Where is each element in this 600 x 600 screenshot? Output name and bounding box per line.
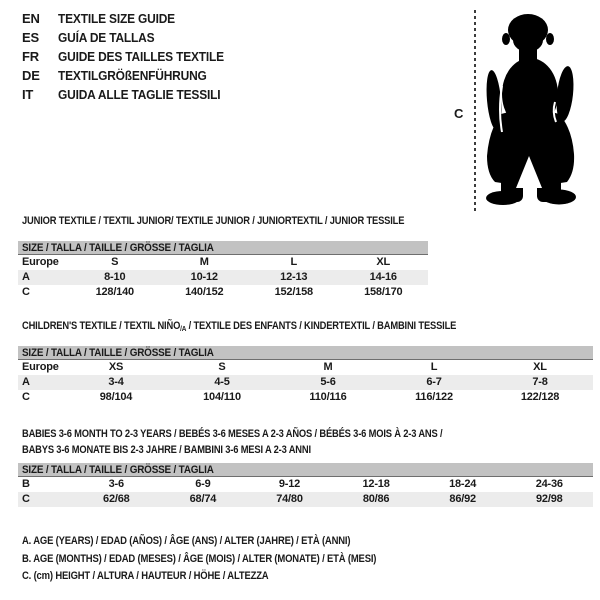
language-title: GUIDA ALLE TAGLIE TESSILI bbox=[58, 87, 221, 102]
size-header-band bbox=[18, 346, 593, 360]
size-cell: 140/152 bbox=[185, 286, 224, 298]
language-row-it bbox=[22, 85, 238, 104]
size-cell: 7-8 bbox=[532, 376, 548, 388]
size-cell: 152/158 bbox=[274, 286, 313, 298]
title-rest: / TEXTILE DES ENFANTS / KINDERTEXTIL / BAMBINI TESSILE bbox=[186, 320, 457, 332]
size-header-band bbox=[18, 241, 428, 255]
row-label-cell: A bbox=[22, 271, 30, 283]
table-title-text: JUNIOR TEXTILE / TEXTIL JUNIOR/ TEXTILE JUNIOR / JUNIORTEXTIL / JUNIOR TESSILE bbox=[22, 215, 405, 227]
size-cell: 6-9 bbox=[195, 478, 211, 490]
table-title-line1: BABIES 3-6 MONTH TO 2-3 YEARS / BEBÉS 3-6 MESES A 2-3 AÑOS / BÉBÉS 3-6 MOIS À 2-3 ANS / bbox=[22, 428, 443, 440]
size-cell: 92/98 bbox=[536, 493, 563, 505]
size-table-junior bbox=[18, 215, 428, 300]
size-header-text: SIZE / TALLA / TAILLE / GRÖSSE / TAGLIA bbox=[22, 464, 214, 476]
footnote-c-text: C. (cm) HEIGHT / ALTURA / HAUTEUR / HÖHE / ALTEZZA bbox=[22, 570, 269, 582]
row-label-cell: C bbox=[22, 493, 30, 505]
footnote-a-text: A. AGE (YEARS) / EDAD (AÑOS) / ÂGE (ANS) / ALTER (JAHRE) / ETÀ (ANNI) bbox=[22, 535, 351, 547]
footnote-b-text: B. AGE (MONTHS) / EDAD (MESES) / ÂGE (MOIS) / ALTER (MONATE) / ETÀ (MESI) bbox=[22, 552, 377, 565]
size-cell: 116/122 bbox=[415, 391, 453, 403]
size-cell: 24-36 bbox=[535, 478, 563, 490]
title-subscript: /A bbox=[180, 324, 187, 333]
table-row-age bbox=[18, 270, 428, 285]
size-cell: 104/110 bbox=[203, 391, 241, 403]
language-row-fr bbox=[22, 47, 238, 66]
table-row-height bbox=[18, 285, 428, 300]
size-cell: 86/92 bbox=[449, 493, 476, 505]
size-cell: M bbox=[199, 256, 209, 268]
size-header-band bbox=[18, 463, 593, 477]
size-cell: 122/128 bbox=[520, 391, 560, 403]
size-cell: 62/68 bbox=[103, 493, 130, 505]
size-cell: 98/104 bbox=[99, 391, 133, 403]
size-cell: 3-6 bbox=[108, 478, 124, 490]
table-row-europe bbox=[18, 255, 428, 270]
row-label-cell: Europe bbox=[22, 361, 59, 373]
language-code: EN bbox=[22, 11, 40, 26]
size-cell: 80/86 bbox=[362, 493, 390, 505]
row-label-cell: Europe bbox=[22, 256, 59, 268]
language-title: GUÍA DE TALLAS bbox=[58, 30, 155, 45]
footnote-c bbox=[22, 568, 434, 586]
footnote-a bbox=[22, 533, 434, 551]
table-title-text bbox=[22, 320, 456, 335]
language-row-es bbox=[22, 28, 238, 47]
language-code: DE bbox=[22, 68, 40, 83]
table-row-age-months bbox=[18, 477, 593, 492]
table-title bbox=[18, 215, 428, 228]
size-cell: 128/140 bbox=[95, 286, 134, 298]
size-cell: XL bbox=[533, 361, 547, 373]
language-row-en bbox=[22, 9, 238, 28]
size-cell: L bbox=[430, 361, 438, 373]
size-cell: 9-12 bbox=[278, 478, 301, 490]
height-dimension-label: C bbox=[454, 106, 464, 121]
row-label-cell: C bbox=[22, 391, 30, 403]
footnote-b bbox=[22, 551, 434, 569]
size-cell: 68/74 bbox=[189, 493, 217, 505]
table-title bbox=[18, 426, 593, 458]
size-cell: 12-13 bbox=[280, 271, 308, 283]
size-cell: 4-5 bbox=[214, 376, 230, 388]
language-title: GUIDE DES TAILLES TEXTILE bbox=[58, 49, 224, 64]
size-cell: 158/170 bbox=[364, 286, 403, 298]
language-code: IT bbox=[22, 87, 34, 102]
size-cell: 14-16 bbox=[369, 271, 397, 283]
row-label-cell: C bbox=[22, 286, 30, 298]
size-cell: 3-4 bbox=[108, 376, 124, 388]
size-cell: M bbox=[323, 361, 333, 373]
row-label-cell: A bbox=[22, 376, 30, 388]
table-title bbox=[18, 320, 593, 333]
baby-toddler-standing-icon bbox=[483, 8, 578, 210]
size-cell: S bbox=[218, 361, 226, 373]
table-row-height bbox=[18, 390, 593, 405]
size-cell: 110/116 bbox=[309, 391, 347, 403]
footnotes bbox=[22, 533, 434, 586]
table-title-line2: BABYS 3-6 MONATE BIS 2-3 JAHRE / BAMBINI 3-6 MESI A 2-3 ANNI bbox=[22, 444, 311, 456]
table-row-age bbox=[18, 375, 593, 390]
size-cell: 8-10 bbox=[104, 271, 126, 283]
size-cell: XL bbox=[376, 256, 391, 268]
row-label-cell: B bbox=[22, 478, 30, 490]
height-dimension-dotted-line bbox=[474, 10, 476, 213]
size-cell: 74/80 bbox=[276, 493, 303, 505]
size-header-text: SIZE / TALLA / TAILLE / GRÖSSE / TAGLIA bbox=[22, 242, 214, 254]
language-code: ES bbox=[22, 30, 39, 45]
size-cell: 12-18 bbox=[362, 478, 390, 490]
language-row-de bbox=[22, 66, 238, 85]
table-row-height bbox=[18, 492, 593, 507]
size-table-babies bbox=[18, 426, 593, 507]
language-title: TEXTILE SIZE GUIDE bbox=[58, 11, 175, 26]
size-cell: L bbox=[290, 256, 298, 268]
size-cell: XS bbox=[108, 361, 124, 373]
size-cell: 6-7 bbox=[426, 376, 442, 388]
size-table-children bbox=[18, 320, 593, 405]
size-cell: 10-12 bbox=[190, 271, 218, 283]
size-cell: 18-24 bbox=[449, 478, 477, 490]
language-title: TEXTILGRÖßENFÜHRUNG bbox=[58, 68, 207, 83]
title-main: CHILDREN'S TEXTILE / TEXTIL NIÑO bbox=[22, 320, 181, 332]
size-header-text: SIZE / TALLA / TAILLE / GRÖSSE / TAGLIA bbox=[22, 347, 214, 359]
size-cell: S bbox=[111, 256, 119, 268]
size-cell: 5-6 bbox=[320, 376, 336, 388]
language-legend bbox=[22, 9, 238, 104]
language-code: FR bbox=[22, 49, 39, 64]
table-row-europe bbox=[18, 360, 593, 375]
